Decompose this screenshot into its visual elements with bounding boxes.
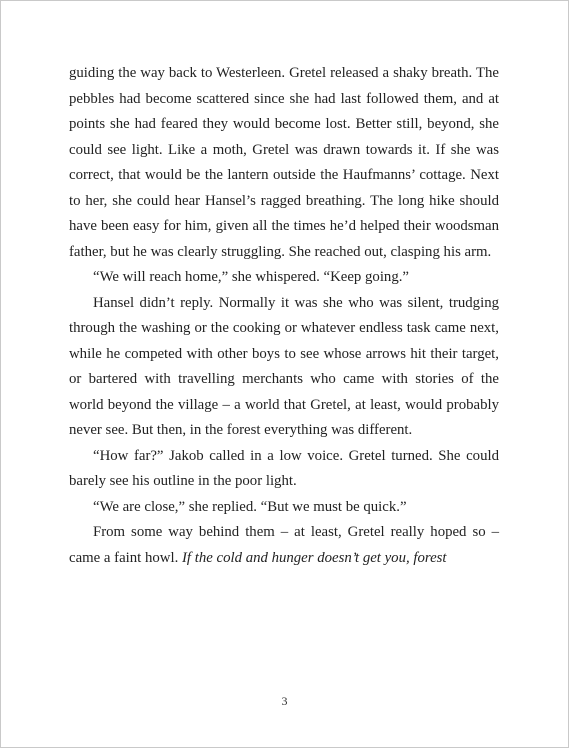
body-text — [69, 61, 499, 571]
italic-text: If the cold and hunger doesn’t get you, forest — [182, 549, 447, 566]
paragraph — [69, 520, 499, 571]
paragraph: “How far?” Jakob called in a low voice. Gretel turned. She could barely see his outline in the poor light. — [69, 447, 499, 489]
paragraph: guiding the way back to Westerleen. Gretel released a shaky breath. The pebbles had become scattered since she had last followed them, and at points she had feared they would become lost. Better still, beyond, she could see light. Like a moth, Gretel was drawn towards it. If she was correct, that would be the lantern outside the Haufmanns’ cottage. Next to her, she could hear Hansel’s ragged breathing. The long hike should have been easy for him, given all the times he’d helped their woodsman father, but he was clearly struggling. She reached out, clasping his arm. — [69, 65, 499, 260]
paragraph-text: From some way behind them – at least, Gretel really hoped so – came a faint howl. — [69, 524, 499, 566]
paragraph: “We will reach home,” she whispered. “Keep going.” — [93, 269, 409, 285]
paragraph: Hansel didn’t reply. Normally it was she who was silent, trudging through the washing or the cooking or whatever endless task came next, while he competed with other boys to see whose arrows hit their target, or bartered with travelling merchants who came with stories of the world beyond the village – a world that Gretel, at least, would probably never see. But then, in the forest everything was different. — [69, 294, 499, 438]
page-number: 3 — [281, 694, 288, 708]
paragraph: “We are close,” she replied. “But we must be quick.” — [93, 498, 407, 515]
